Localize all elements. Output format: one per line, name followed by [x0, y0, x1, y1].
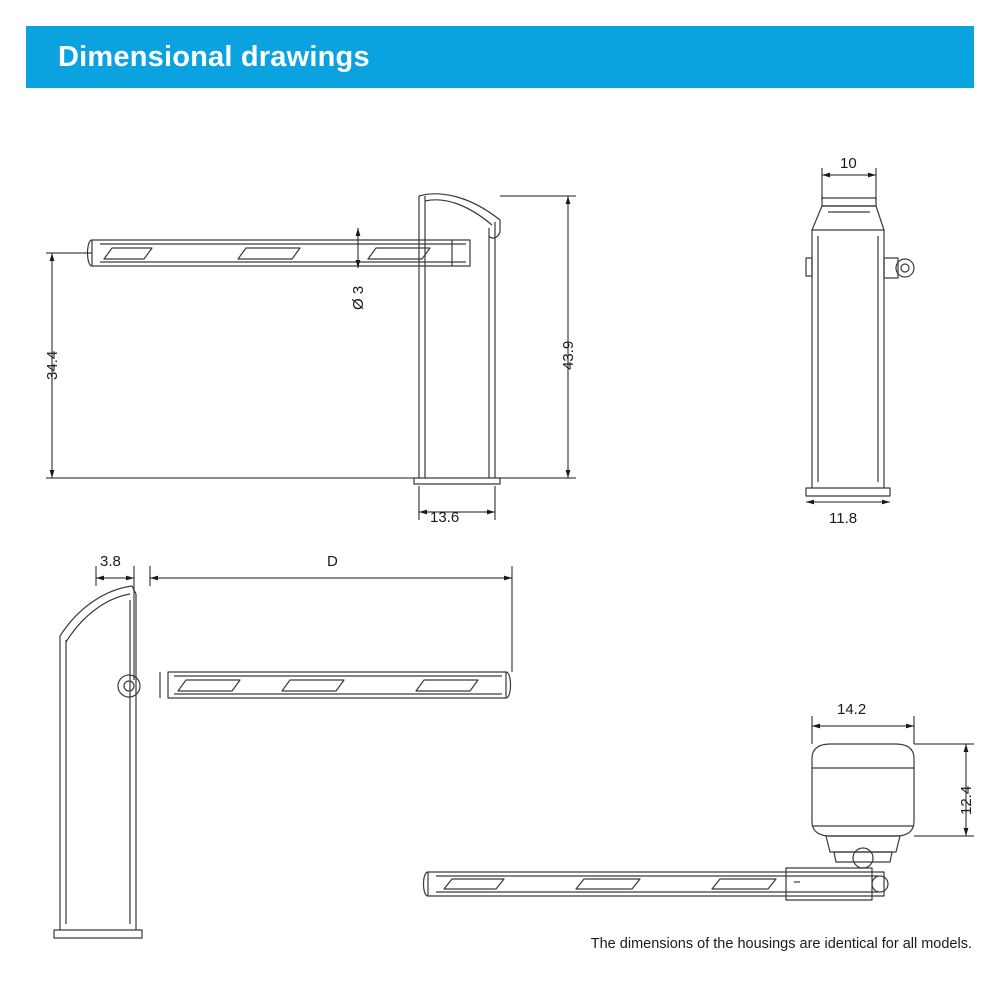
dimension-label-d: D	[327, 553, 338, 570]
view-front-housing	[806, 198, 914, 496]
footnote-text: The dimensions of the housings are identical for all models.	[590, 936, 972, 952]
dimension-label-10: 10	[840, 155, 857, 172]
dimension-label-14-2: 14.2	[837, 701, 867, 718]
view-top-housing	[424, 744, 915, 900]
dimension-label-12-4: 12.4	[958, 785, 975, 815]
dimension-label-diameter-3: Ø 3	[350, 285, 367, 310]
page-title: Dimensional drawings	[58, 41, 370, 73]
dimension-label-11-8: 11.8	[829, 510, 858, 527]
dimension-label-13-6: 13.6	[430, 509, 460, 526]
view-side-boom-open	[88, 194, 501, 484]
dimension-label-3-8: 3.8	[100, 553, 121, 570]
dimension-lines-view1	[46, 196, 576, 520]
dimension-lines-view3	[96, 566, 512, 680]
view-side-boom-closed	[54, 586, 511, 938]
dimension-label-43-9: 43.9	[560, 340, 577, 370]
dimension-lines-view4	[812, 716, 974, 836]
dimension-label-34-4: 34.4	[44, 350, 61, 380]
